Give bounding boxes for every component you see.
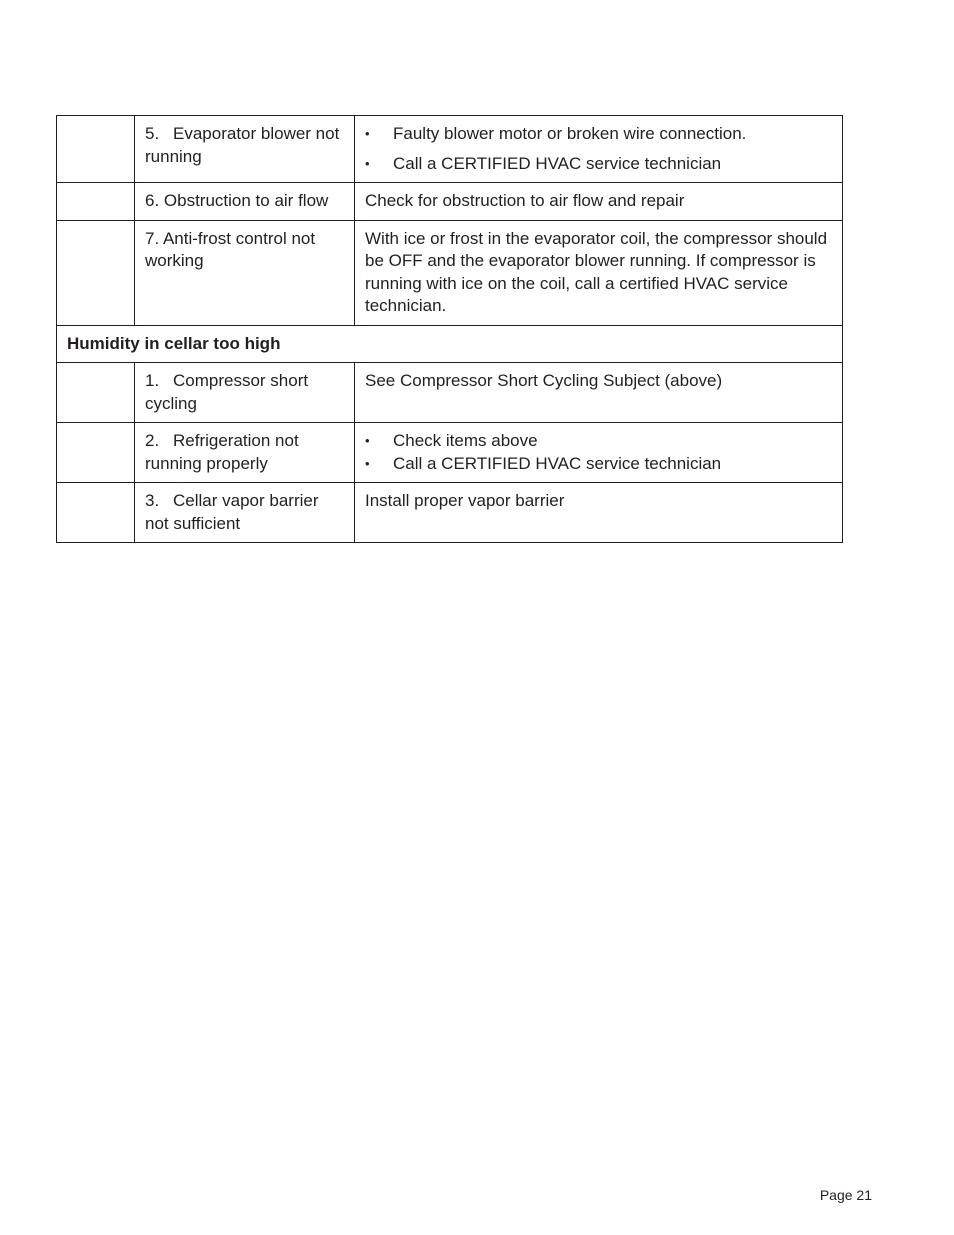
cause-cell [135, 423, 355, 483]
cause-text: Evaporator blower not running [145, 124, 340, 166]
cause-text: Compressor short cycling [145, 371, 309, 413]
problem-cell [57, 116, 135, 183]
remedy-cell [355, 116, 843, 183]
problem-cell [57, 183, 135, 221]
cause-cell: 7. Anti-frost control not working [135, 220, 355, 325]
cause-cell [135, 363, 355, 423]
remedy-cell: Install proper vapor barrier [355, 483, 843, 543]
section-row [57, 325, 843, 363]
cause-cell: 6. Obstruction to air flow [135, 183, 355, 221]
problem-cell [57, 483, 135, 543]
table-row [57, 483, 843, 543]
table-row [57, 183, 843, 221]
page-number: Page 21 [819, 1187, 872, 1203]
section-heading: Humidity in cellar too high [57, 325, 843, 363]
remedy-item: • Call a CERTIFIED HVAC service technician [365, 453, 832, 476]
table-row [57, 220, 843, 325]
remedy-cell [355, 423, 843, 483]
cause-number: 1. [145, 371, 160, 390]
remedy-item: • Call a CERTIFIED HVAC service technician [365, 153, 832, 176]
cause-number: 2. [145, 431, 160, 450]
troubleshooting-table [56, 115, 843, 543]
problem-cell [57, 423, 135, 483]
problem-cell [57, 220, 135, 325]
remedy-cell: Check for obstruction to air flow and repair [355, 183, 843, 221]
cause-number: 5. [145, 124, 160, 143]
table-row [57, 363, 843, 423]
cause-cell [135, 116, 355, 183]
remedy-cell: See Compressor Short Cycling Subject (above) [355, 363, 843, 423]
remedy-list [365, 123, 832, 175]
remedy-cell: With ice or frost in the evaporator coil, the compressor should be OFF and the evaporator blower running. If compressor is running with ice on the coil, call a certified HVAC service technician. [355, 220, 843, 325]
remedy-item: • Faulty blower motor or broken wire connection. [365, 123, 832, 146]
table-row [57, 116, 843, 183]
problem-cell [57, 363, 135, 423]
remedy-item: • Check items above [365, 430, 832, 453]
cause-text: Cellar vapor barrier not sufficient [145, 491, 319, 533]
cause-cell [135, 483, 355, 543]
cause-number: 3. [145, 491, 160, 510]
cause-text: Refrigeration not running properly [145, 431, 299, 473]
table-row [57, 423, 843, 483]
remedy-list [365, 430, 832, 475]
